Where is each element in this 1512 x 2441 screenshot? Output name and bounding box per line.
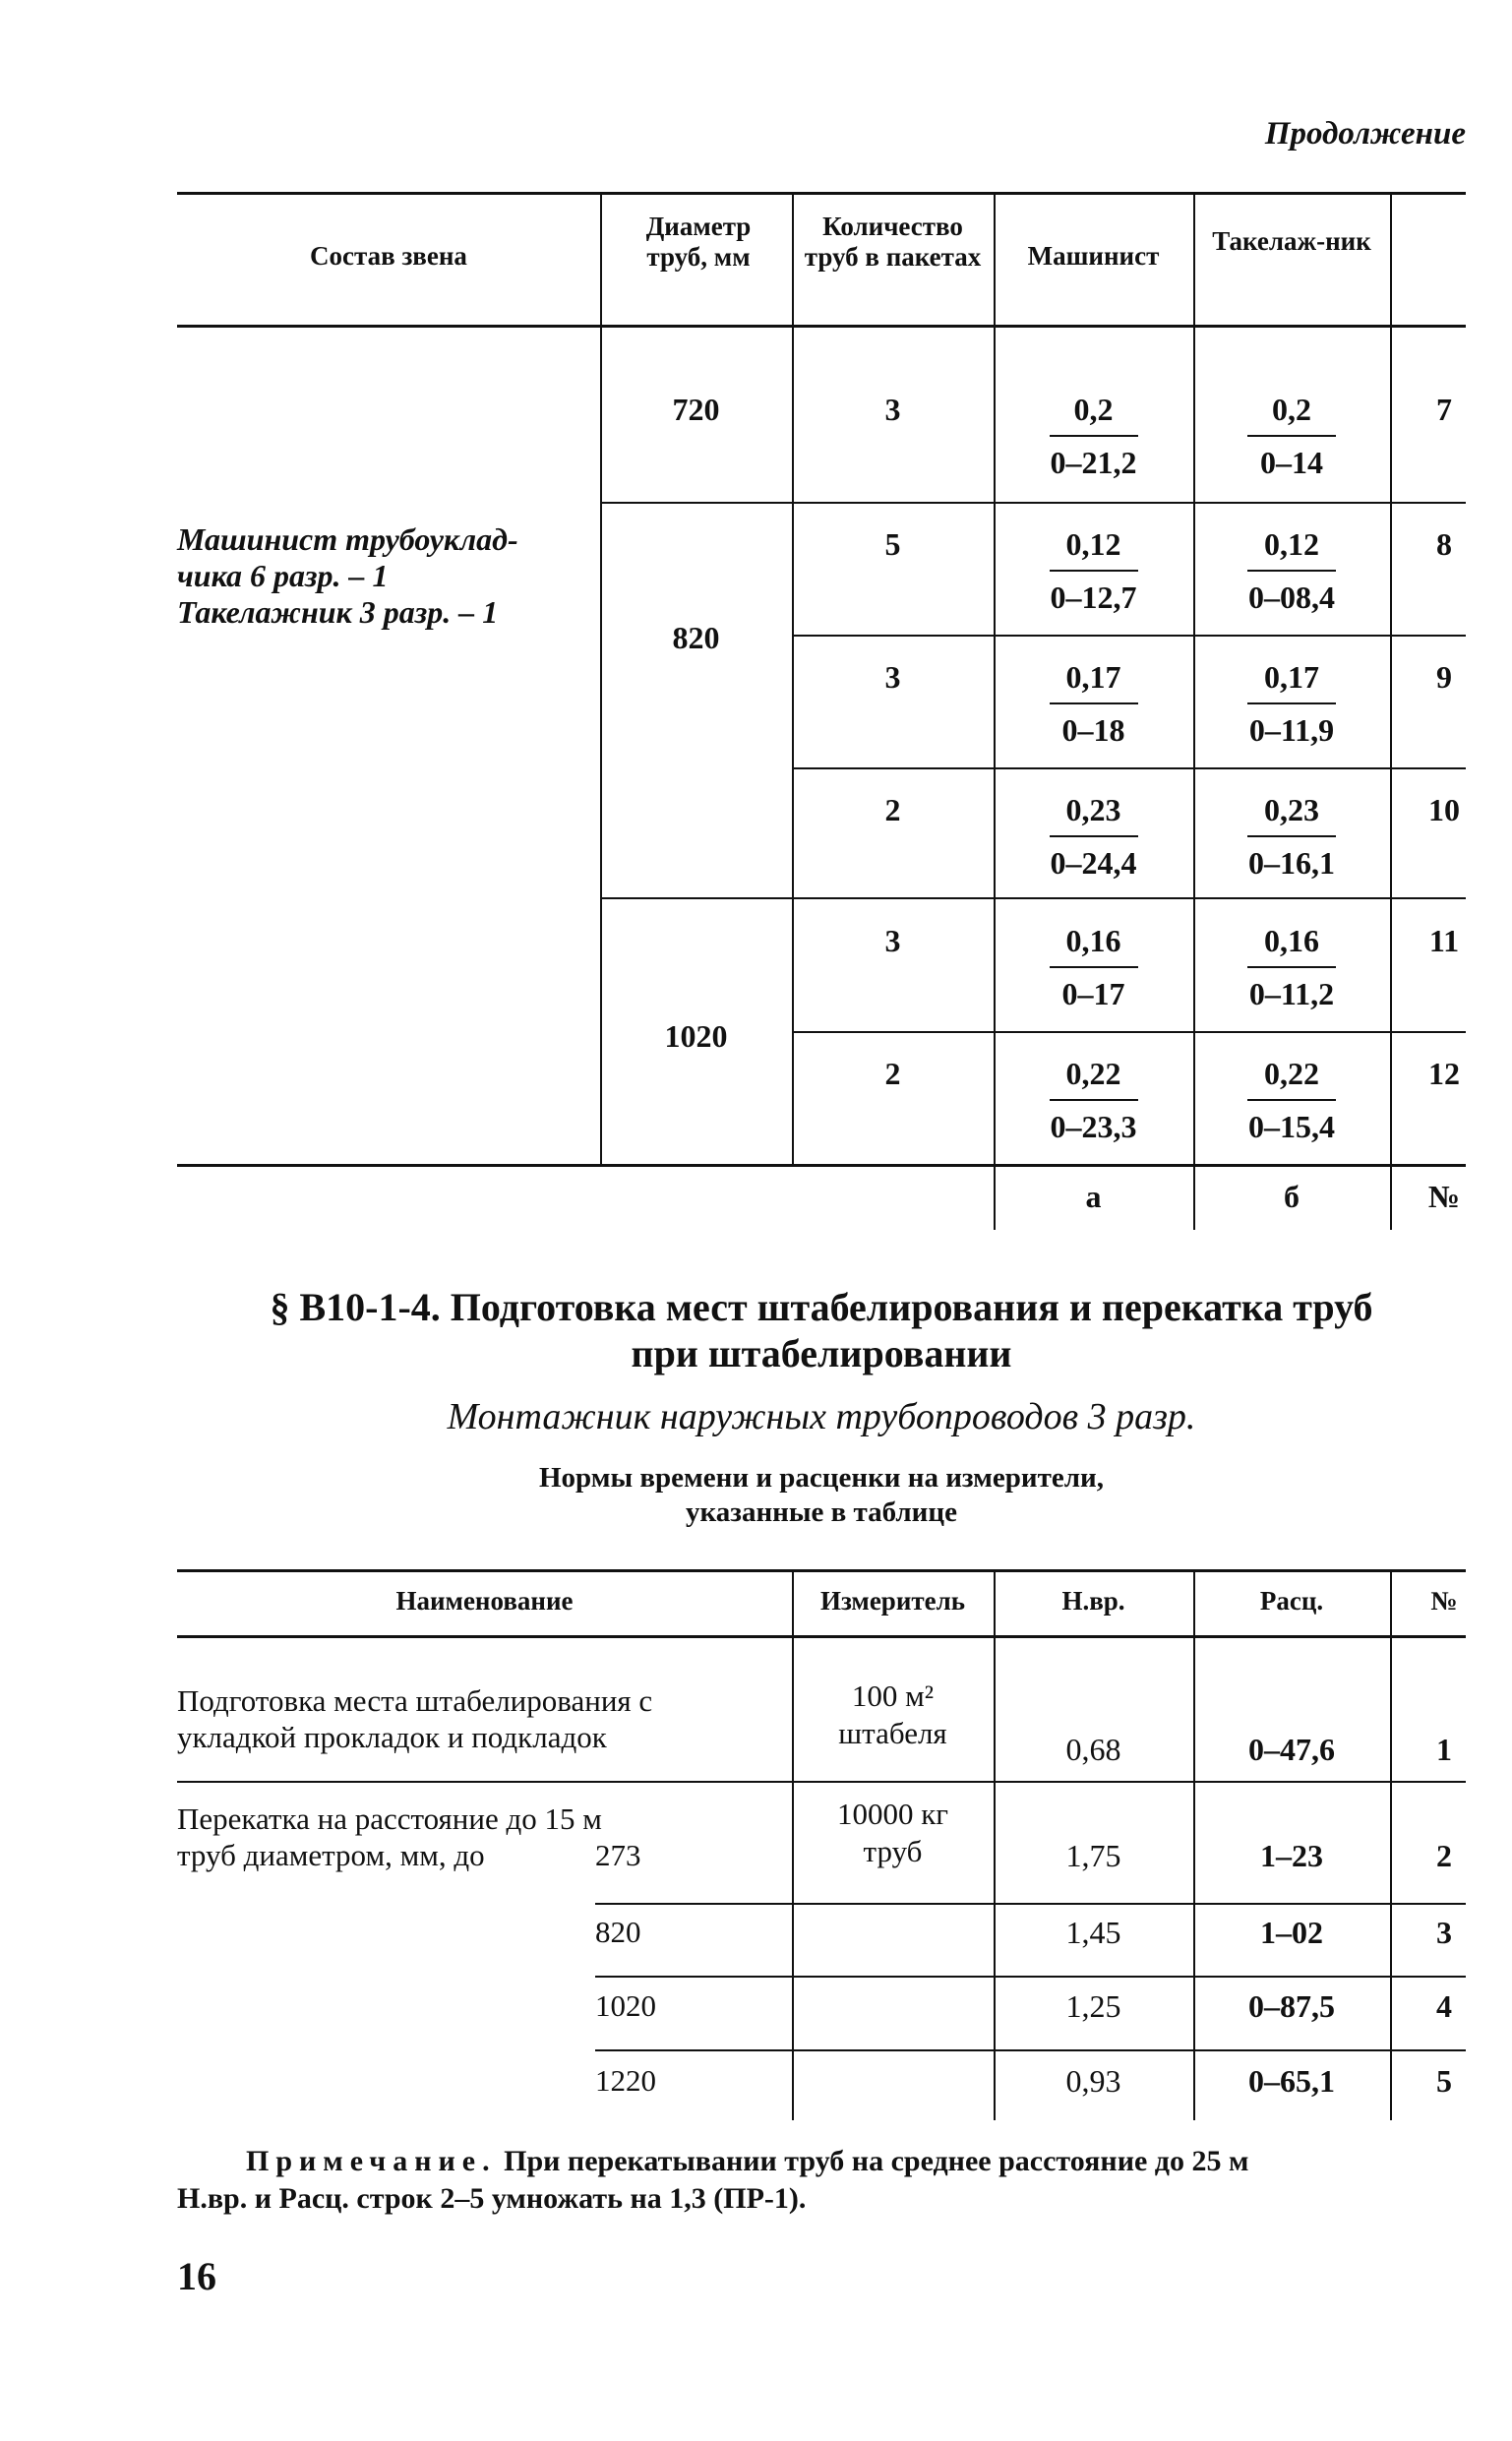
crew-line: Машинист трубоуклад- xyxy=(177,521,518,557)
norm-value: 0,68 xyxy=(1065,1732,1121,1767)
row-number: 10 xyxy=(1428,792,1460,827)
norm-value: 0,2 xyxy=(1073,392,1114,427)
subtitle-line: Нормы времени и расценки на измерители, xyxy=(539,1462,1104,1494)
row-number: 5 xyxy=(1436,2063,1452,2099)
operator-norm-rate xyxy=(994,794,1193,879)
section-title-line: § В10-1-4. Подготовка мест штабелирования и перекатка труб xyxy=(270,1285,1373,1329)
note-line xyxy=(177,2143,1485,2180)
row-name xyxy=(177,1682,787,1755)
header-crew: Состав звена xyxy=(310,241,467,271)
rigger-norm-rate xyxy=(1193,528,1390,613)
unit-line: штабеля xyxy=(838,1715,947,1750)
rate-value: 0–24,4 xyxy=(1050,845,1137,881)
diameter-value: 1020 xyxy=(595,1988,656,2023)
rate-value: 0–12,7 xyxy=(1050,580,1137,615)
header-name: Наименование xyxy=(395,1586,574,1616)
rate-value: 0–65,1 xyxy=(1248,2063,1335,2099)
pipe-count: 5 xyxy=(884,526,901,562)
row-number: 12 xyxy=(1428,1056,1460,1091)
diameter-720: 720 xyxy=(672,392,720,427)
pipe-count: 2 xyxy=(884,792,901,827)
row-number: 7 xyxy=(1436,392,1452,427)
norm-value: 0,2 xyxy=(1272,392,1311,427)
table1-row-rule xyxy=(792,635,1466,637)
section-title xyxy=(177,1284,1466,1376)
column-letter-b: б xyxy=(1284,1179,1300,1214)
rate-value: 0–17 xyxy=(1061,976,1125,1011)
row-number: 3 xyxy=(1436,1915,1452,1950)
row-unit xyxy=(792,1678,994,1752)
row-number: 1 xyxy=(1436,1732,1452,1767)
rigger-norm-rate xyxy=(1193,925,1390,1009)
table1-header-rule xyxy=(177,325,1466,328)
note-line: Н.вр. и Расц. строк 2–5 умножать на 1,3 (ПР-1). xyxy=(177,2181,807,2215)
crew-line: чика 6 разр. – 1 xyxy=(177,557,389,593)
crew-composition xyxy=(177,521,590,630)
table1-row-rule xyxy=(600,897,1466,899)
operator-norm-rate xyxy=(994,661,1193,746)
table1-row-rule xyxy=(792,767,1466,769)
norm-value: 0,12 xyxy=(1065,526,1121,562)
crew-line: Такелажник 3 разр. – 1 xyxy=(177,593,499,630)
norm-value: 0,23 xyxy=(1065,792,1121,827)
operator-norm-rate xyxy=(994,1058,1193,1142)
rate-value: 0–11,9 xyxy=(1248,712,1335,748)
continuation-label: Продолжение xyxy=(1264,116,1466,152)
rate-value: 0–16,1 xyxy=(1248,845,1335,881)
table2-row-rule xyxy=(177,1781,1466,1783)
table-subtitle xyxy=(177,1461,1466,1530)
rate-value: 0–15,4 xyxy=(1248,1109,1335,1144)
header-norm: Н.вр. xyxy=(1061,1586,1125,1616)
row-number: 2 xyxy=(1436,1838,1452,1873)
row-number: 8 xyxy=(1436,526,1452,562)
norm-value: 1,75 xyxy=(1065,1838,1121,1873)
unit-line: 100 м² xyxy=(851,1678,935,1713)
table2-row-rule xyxy=(595,1976,1466,1978)
rate-value: 1–23 xyxy=(1260,1838,1323,1873)
norm-value: 0,17 xyxy=(1065,659,1121,695)
pipe-count: 2 xyxy=(884,1056,901,1091)
rigger-norm-rate xyxy=(1193,1058,1390,1142)
norm-value: 0,12 xyxy=(1264,526,1319,562)
row-name-line: Подготовка места штабелирования с xyxy=(177,1683,653,1718)
table1-bottom-rule xyxy=(177,1164,1466,1167)
rate-value: 0–47,6 xyxy=(1248,1732,1335,1767)
header-diameter: Диаметр труб, мм xyxy=(645,212,752,273)
note-label: Примечание. xyxy=(246,2145,497,2177)
column-number-sign: № xyxy=(1427,1179,1461,1214)
table1-row-rule xyxy=(792,1031,1466,1033)
rate-value: 0–18 xyxy=(1061,712,1125,748)
table2-row-rule xyxy=(595,1903,1466,1905)
page-number: 16 xyxy=(177,2254,216,2298)
pipe-count: 3 xyxy=(884,923,901,958)
norm-value: 0,16 xyxy=(1065,923,1121,958)
pipe-count: 3 xyxy=(884,392,901,427)
pipe-count: 3 xyxy=(884,659,901,695)
diameter-value: 273 xyxy=(595,1838,641,1872)
row-number: 4 xyxy=(1436,1988,1452,2024)
subtitle-line: указанные в таблице xyxy=(686,1495,957,1528)
operator-norm-rate xyxy=(994,925,1193,1009)
diameter-value: 1220 xyxy=(595,2063,656,2098)
group-name-line: труб диаметром, мм, до xyxy=(177,1838,485,1873)
table2-top-rule xyxy=(177,1569,1466,1572)
rate-value: 1–02 xyxy=(1260,1915,1323,1950)
rate-value: 0–14 xyxy=(1260,445,1323,480)
table2-row-rule xyxy=(595,2049,1466,2051)
header-unit: Измеритель xyxy=(819,1586,966,1616)
norm-value: 1,25 xyxy=(1065,1988,1121,2024)
rigger-norm-rate xyxy=(1193,394,1390,478)
norm-value: 0,16 xyxy=(1264,923,1319,958)
rate-value: 0–08,4 xyxy=(1248,580,1335,615)
unit-line: 10000 кг xyxy=(836,1797,949,1831)
group-name-line: Перекатка на расстояние до 15 м xyxy=(177,1801,602,1836)
operator-norm-rate xyxy=(994,394,1193,478)
note xyxy=(177,2143,1485,2217)
header-pipes-in-pack: Количество труб в пакетах xyxy=(804,212,982,273)
norm-value: 0,17 xyxy=(1264,659,1319,695)
norm-value: 0,23 xyxy=(1264,792,1319,827)
table1-row-rule xyxy=(600,502,1466,504)
norm-value: 0,93 xyxy=(1065,2063,1121,2099)
group-unit xyxy=(792,1796,994,1870)
rate-value: 0–87,5 xyxy=(1248,1988,1335,2024)
diameter-820: 820 xyxy=(672,620,720,655)
header-number: № xyxy=(1430,1586,1458,1616)
row-name-line: укладкой прокладок и подкладок xyxy=(177,1720,607,1755)
header-rate: Расц. xyxy=(1259,1586,1324,1616)
table1-top-rule xyxy=(177,192,1466,195)
rate-value: 0–23,3 xyxy=(1050,1109,1137,1144)
rigger-norm-rate xyxy=(1193,794,1390,879)
rigger-norm-rate xyxy=(1193,661,1390,746)
operator-norm-rate xyxy=(994,528,1193,613)
header-rigger: Такелаж-ник xyxy=(1212,226,1371,256)
unit-line: труб xyxy=(863,1833,923,1868)
section-title-line: при штабелировании xyxy=(631,1331,1012,1376)
diameter-value: 820 xyxy=(595,1915,641,1949)
row-number: 11 xyxy=(1428,923,1460,958)
norm-value: 1,45 xyxy=(1065,1915,1121,1950)
rate-value: 0–21,2 xyxy=(1050,445,1137,480)
table2-header-rule xyxy=(177,1635,1466,1638)
column-letter-a: а xyxy=(1085,1179,1102,1214)
header-operator: Машинист xyxy=(1027,241,1160,271)
diameter-1020: 1020 xyxy=(664,1018,728,1054)
rate-value: 0–11,2 xyxy=(1248,976,1335,1011)
note-text: При перекатывании труб на среднее расстояние до 25 м xyxy=(504,2145,1249,2177)
norm-value: 0,22 xyxy=(1264,1056,1319,1091)
row-number: 9 xyxy=(1436,659,1452,695)
worker-title: Монтажник наружных трубопроводов 3 разр. xyxy=(447,1396,1196,1437)
norm-value: 0,22 xyxy=(1065,1056,1121,1091)
